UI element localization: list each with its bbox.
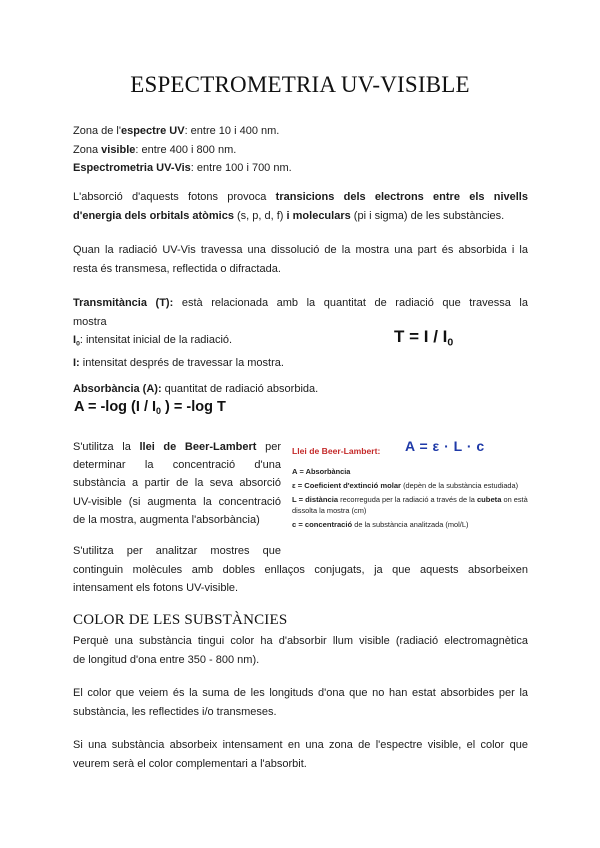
beer-def-e-term: ε = Coeficient d'extinció molar <box>292 481 402 490</box>
absorbance-formula-pre: A = -log (I / I <box>74 399 157 415</box>
color-p3-line-2: veurem serà el color complementari a l'absorbit. <box>73 757 307 770</box>
beer-def-c <box>292 519 532 530</box>
beer-def-c-text: de la substància analitzada (mol/L) <box>352 520 469 529</box>
color-paragraph-3 <box>73 736 528 773</box>
i-text: intensitat després de travessar la mostra. <box>79 356 284 369</box>
passage-line-1: Quan la radiació UV-Vis travessa una dissolució de la mostra una part és absorbida i la <box>73 244 528 256</box>
beer-lambert-paragraph <box>73 438 281 529</box>
transmittance-term: Transmitància (T): <box>73 297 174 309</box>
zone-uv <box>73 122 528 141</box>
i-symbol: I: <box>73 356 80 369</box>
absorption-molecular: i moleculars <box>286 209 351 222</box>
transmittance-line-2: mostra <box>73 315 107 328</box>
absorbance-def: quantitat de radiació absorbida. <box>161 383 319 395</box>
absorption-paragraph <box>73 188 528 225</box>
beer-def-e <box>292 480 532 491</box>
beer-law-term: llei de Beer-Lambert <box>139 441 257 453</box>
zone-visible-pre: Zona <box>73 143 102 156</box>
color-paragraph-2 <box>73 684 528 721</box>
color-p1-line-1: Perquè una substància tingui color ha d'absorbir llum visible (radiació electromagnètica <box>73 635 528 647</box>
absorption-orbital-types: (s, p, d, f) <box>233 209 287 222</box>
beer-law-label: Llei de Beer-Lambert: <box>292 446 381 456</box>
transmittance-formula-main: T = I / I <box>394 327 448 346</box>
color-p3-line-1: Si una substància absorbeix intensament en una zona de l'espectre visible, el color que <box>73 739 528 751</box>
absorption-bold: transicions dels electrons entre els nivells <box>275 191 528 203</box>
absorption-line-1 <box>73 188 528 207</box>
beer-line-5: de la mostra, augmenta l'absorbància) <box>73 513 260 526</box>
absorption-tail: (pi i sigma) de les substàncies. <box>350 209 505 222</box>
zone-visible <box>73 141 528 160</box>
beer-def-l-text-2: on està dissolta la mostra (cm) <box>292 495 528 515</box>
beer-def-a-symbol: A <box>292 467 298 476</box>
beer-def-l-text: recorreguda per la radiació a través de la <box>338 495 477 504</box>
zone-uv-term: espectre UV <box>120 125 185 137</box>
i0-text: : intensitat inicial de la radiació. <box>79 334 233 346</box>
i0-subscript: 0 <box>76 340 80 348</box>
zone-visible-term: visible <box>101 143 136 156</box>
usage-paragraph <box>73 542 528 598</box>
color-p2-line-2: substància, les reflectides i/o transmeses. <box>73 705 277 718</box>
beer-law-equation: A = ε · L · c <box>405 438 485 454</box>
transmittance-formula-sub: 0 <box>447 336 454 349</box>
beer-line-1 <box>73 438 281 456</box>
beer-def-a-text: = Absorbància <box>297 467 351 476</box>
beer-line-1-pre: S'utilitza la <box>73 441 140 453</box>
transmittance-paragraph <box>73 294 528 372</box>
zone-uv-range: : entre 10 i 400 nm. <box>184 125 280 137</box>
zones-block <box>73 122 528 178</box>
passage-line-2: resta és transmesa, reflectida o difractada. <box>73 262 281 275</box>
i0-symbol: I <box>73 334 77 346</box>
absorption-orbitals: d'energia dels orbitals atòmics <box>73 209 234 222</box>
transmittance-formula <box>394 327 453 349</box>
absorption-text: L'absorció d'aquests fotons provoca <box>73 191 276 203</box>
beer-line-3: substància a partir de la seva absorció <box>73 477 281 490</box>
section-heading-color: COLOR DE LES SUBSTÀNCIES <box>73 612 288 628</box>
beer-def-a <box>292 466 532 477</box>
color-paragraph-1 <box>73 632 528 669</box>
beer-lambert-box <box>292 440 532 530</box>
passage-paragraph <box>73 241 528 278</box>
beer-line-2: determinar la concentració d'una <box>73 459 281 472</box>
transmittance-def: està relacionada amb la quantitat de radiació que travessa la <box>173 297 528 309</box>
page-title: ESPECTROMETRIA UV-VISIBLE <box>130 72 470 97</box>
zone-uv-pre: Zona de l' <box>73 125 121 137</box>
zone-uvvis-range: : entre 100 i 700 nm. <box>190 162 292 174</box>
absorbance-line <box>73 380 528 399</box>
absorbance-formula <box>74 399 226 416</box>
usage-line-1: S'utilitza per analitzar mostres que <box>73 545 281 557</box>
transmittance-line-1 <box>73 294 528 313</box>
zone-visible-range: : entre 400 i 800 nm. <box>135 143 237 156</box>
color-p2-line-1: El color que veiem és la suma de les longituds d'ona que no han estat absorbides per la <box>73 687 528 699</box>
beer-line-4: UV-visible (si augmenta la concentració <box>73 495 281 508</box>
absorbance-term: Absorbància (A): <box>73 383 162 395</box>
zone-uvvis <box>73 159 528 178</box>
beer-def-c-term: c = concentració <box>292 520 353 529</box>
i-definition <box>73 354 528 373</box>
absorbance-paragraph <box>73 380 528 399</box>
usage-line-3: intensament els fotons UV-visible. <box>73 582 239 594</box>
absorbance-formula-sub: 0 <box>156 406 162 417</box>
beer-def-l-term: L = distància <box>292 495 339 504</box>
usage-line-2: continguin molècules amb dobles enllaços conjugats, ja que aquests absorbeixen <box>73 563 528 576</box>
i0-definition <box>73 331 528 354</box>
absorption-line-2 <box>73 207 528 226</box>
beer-def-e-text: (depèn de la substància estudiada) <box>401 481 519 490</box>
absorbance-formula-post: ) = -log T <box>161 399 226 415</box>
beer-line-1-post: per <box>256 441 281 453</box>
beer-def-l-cubeta: cubeta <box>476 495 502 504</box>
color-p1-line-2: de longitud d'ona entre 350 - 800 nm). <box>73 653 260 666</box>
beer-law-row <box>292 440 532 460</box>
beer-def-l <box>292 494 532 516</box>
zone-uvvis-term: Espectrometria UV-Vis <box>73 162 191 174</box>
